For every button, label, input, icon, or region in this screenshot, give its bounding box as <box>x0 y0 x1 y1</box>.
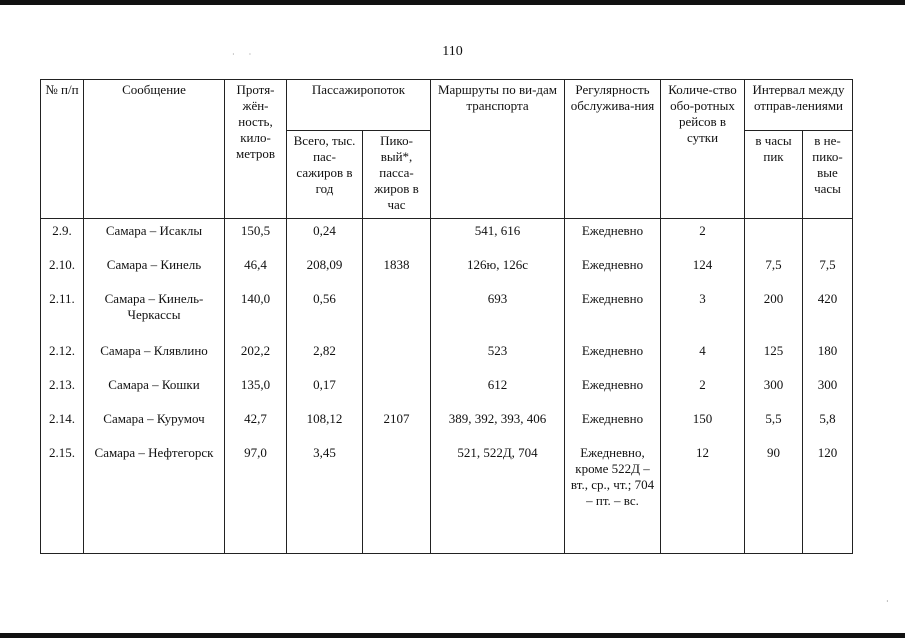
cell-interval-peak: 125 <box>745 343 803 377</box>
cell-flow-peak <box>363 219 431 258</box>
cell-routes: 693 <box>431 291 565 343</box>
cell-route: Самара – Кинель <box>84 257 225 291</box>
cell-routes: 521, 522Д, 704 <box>431 445 565 554</box>
cell-route: Самара – Исаклы <box>84 219 225 258</box>
cell-regularity: Ежедневно <box>565 291 661 343</box>
cell-interval-offpeak: 180 <box>803 343 853 377</box>
cell-interval-offpeak: 300 <box>803 377 853 411</box>
cell-trips: 4 <box>661 343 745 377</box>
cell-length: 135,0 <box>225 377 287 411</box>
table-row <box>41 219 853 258</box>
cell-flow-peak <box>363 445 431 554</box>
header-interval: Интервал между отправ-лениями <box>745 80 853 131</box>
table-row <box>41 291 853 343</box>
header-interval-offpeak: в не-пико-вые часы <box>803 131 853 219</box>
cell-interval-peak: 7,5 <box>745 257 803 291</box>
cell-trips: 150 <box>661 411 745 445</box>
header-flow-peak: Пико-вый*, пасса-жиров в час <box>363 131 431 219</box>
cell-route: Самара – Кошки <box>84 377 225 411</box>
cell-num: 2.12. <box>41 343 84 377</box>
table-row <box>41 343 853 377</box>
header-routes-by-transport: Маршруты по ви-дам транспорта <box>431 80 565 219</box>
cell-num: 2.9. <box>41 219 84 258</box>
cell-route: Самара – Курумоч <box>84 411 225 445</box>
cell-interval-peak: 300 <box>745 377 803 411</box>
cell-length: 97,0 <box>225 445 287 554</box>
cell-routes: 126ю, 126с <box>431 257 565 291</box>
cell-interval-peak: 5,5 <box>745 411 803 445</box>
cell-route: Самара – Кинель-Черкассы <box>84 291 225 343</box>
cell-interval-offpeak <box>803 219 853 258</box>
cell-regularity: Ежедневно, кроме 522Д – вт., ср., чт.; 704 – пт. – вс. <box>565 445 661 554</box>
bottom-border-bar <box>0 633 905 638</box>
cell-flow-peak <box>363 343 431 377</box>
header-interval-peak: в часы пик <box>745 131 803 219</box>
cell-trips: 12 <box>661 445 745 554</box>
cell-interval-offpeak: 7,5 <box>803 257 853 291</box>
table-row <box>41 377 853 411</box>
cell-regularity: Ежедневно <box>565 377 661 411</box>
cell-flow-peak <box>363 291 431 343</box>
cell-interval-peak: 200 <box>745 291 803 343</box>
cell-flow-total: 0,24 <box>287 219 363 258</box>
cell-length: 202,2 <box>225 343 287 377</box>
cell-trips: 2 <box>661 377 745 411</box>
header-passenger-flow: Пассажиропоток <box>287 80 431 131</box>
cell-flow-total: 3,45 <box>287 445 363 554</box>
table-row <box>41 411 853 445</box>
cell-route: Самара – Нефтегорск <box>84 445 225 554</box>
cell-interval-offpeak: 420 <box>803 291 853 343</box>
header-route: Сообщение <box>84 80 225 219</box>
header-num: № п/п <box>41 80 84 219</box>
cell-flow-total: 0,56 <box>287 291 363 343</box>
cell-length: 42,7 <box>225 411 287 445</box>
cell-routes: 612 <box>431 377 565 411</box>
cell-length: 46,4 <box>225 257 287 291</box>
cell-regularity: Ежедневно <box>565 411 661 445</box>
cell-flow-total: 0,17 <box>287 377 363 411</box>
scan-speck: · <box>886 597 889 606</box>
cell-regularity: Ежедневно <box>565 343 661 377</box>
header-length: Протя-жён-ность, кило-метров <box>225 80 287 219</box>
cell-flow-total: 208,09 <box>287 257 363 291</box>
cell-flow-peak: 1838 <box>363 257 431 291</box>
header-flow-total: Всего, тыс. пас-сажиров в год <box>287 131 363 219</box>
table-header <box>41 80 853 219</box>
cell-interval-peak: 90 <box>745 445 803 554</box>
cell-routes: 523 <box>431 343 565 377</box>
cell-routes: 541, 616 <box>431 219 565 258</box>
cell-length: 140,0 <box>225 291 287 343</box>
cell-num: 2.11. <box>41 291 84 343</box>
top-border-bar <box>0 0 905 5</box>
header-trips: Количе-ство обо-ротных рейсов в сутки <box>661 80 745 219</box>
cell-routes: 389, 392, 393, 406 <box>431 411 565 445</box>
cell-length: 150,5 <box>225 219 287 258</box>
cell-num: 2.14. <box>41 411 84 445</box>
cell-regularity: Ежедневно <box>565 257 661 291</box>
cell-num: 2.15. <box>41 445 84 554</box>
cell-route: Самара – Клявлино <box>84 343 225 377</box>
cell-num: 2.13. <box>41 377 84 411</box>
routes-table <box>40 79 853 554</box>
scan-speck: · · <box>232 50 258 59</box>
cell-interval-offpeak: 5,8 <box>803 411 853 445</box>
cell-trips: 3 <box>661 291 745 343</box>
cell-regularity: Ежедневно <box>565 219 661 258</box>
header-regularity: Регулярность обслужива-ния <box>565 80 661 219</box>
cell-interval-offpeak: 120 <box>803 445 853 554</box>
cell-num: 2.10. <box>41 257 84 291</box>
cell-interval-peak <box>745 219 803 258</box>
cell-trips: 2 <box>661 219 745 258</box>
table-row <box>41 257 853 291</box>
cell-flow-peak: 2107 <box>363 411 431 445</box>
table-row <box>41 445 853 554</box>
cell-trips: 124 <box>661 257 745 291</box>
cell-flow-total: 2,82 <box>287 343 363 377</box>
page-number: 110 <box>442 44 463 59</box>
cell-flow-peak <box>363 377 431 411</box>
cell-flow-total: 108,12 <box>287 411 363 445</box>
table-body <box>41 219 853 554</box>
